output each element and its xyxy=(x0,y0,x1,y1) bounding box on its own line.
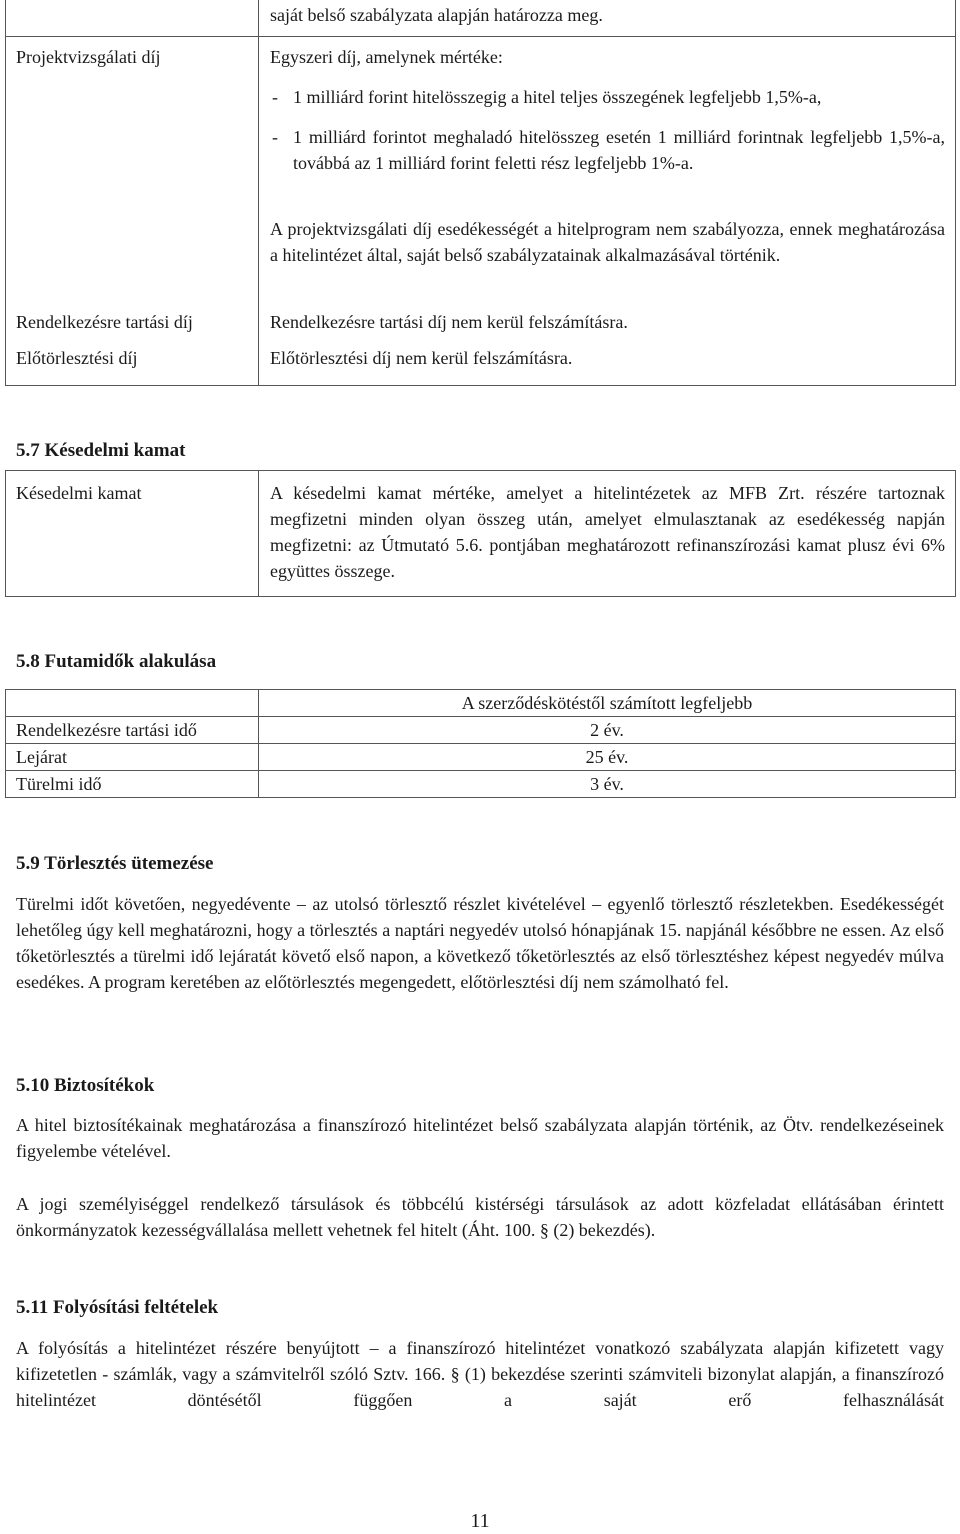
table-border xyxy=(955,689,956,798)
paragraph: A jogi személyiséggel rendelkező társulások és többcélú kistérségi társulások az adott közfeladat ellátásában érintett önkormányzatok kezességvállalása mellett vehetnek fel hitelt (Áht. 100. § (2) bekezdés). xyxy=(16,1194,944,1240)
table-border xyxy=(5,385,956,386)
row-label: Előtörlesztési díj xyxy=(16,348,138,368)
paragraph: A hitel biztosítékainak meghatározása a finanszírozó hitelintézet belső szabályzata alapján történik, az Ötv. rendelkezéseinek figyelembe vételével. xyxy=(16,1115,944,1161)
row-text: Rendelkezésre tartási díj nem kerül felszámításra. xyxy=(270,312,628,332)
table-border xyxy=(5,689,6,798)
fee-note: A projektvizsgálati díj esedékességét a hitelprogram nem szabályozza, ennek meghatározása a hitelintézet által, saját belső szabályzatainak alkalmazásával történik. xyxy=(270,219,945,265)
section-heading: 5.10 Biztosítékok xyxy=(16,1075,155,1096)
table-border xyxy=(5,0,6,386)
bullet-item: 1 milliárd forint hitelösszegig a hitel teljes összegének legfeljebb 1,5%-a, xyxy=(293,87,822,107)
table-border xyxy=(258,470,259,597)
column-header: A szerződéskötéstől számított legfeljebb xyxy=(461,693,753,713)
row-text: A késedelmi kamat mértéke, amelyet a hitelintézetek az MFB Zrt. részére tartoznak megfizetni minden olyan összeg után, amelyet elmulasztanak az esedékesség napján megfizetni: az Útmutató 5.6. pontjában meghatározott refinanszírozási kamat plusz évi 6% együttes összege. xyxy=(270,483,945,581)
bullet-item: 1 milliárd forintot meghaladó hitelösszeg esetén 1 milliárd forintnak legfeljebb 1,5%-a, továbbá az 1 milliárd forint feletti rész legfeljebb 1%-a. xyxy=(293,127,945,173)
table-border xyxy=(258,0,259,386)
table-border xyxy=(5,596,956,597)
row-label: Lejárat xyxy=(16,747,67,767)
row-label: Rendelkezésre tartási díj xyxy=(16,312,193,332)
fee-intro: Egyszeri díj, amelynek mértéke: xyxy=(270,47,503,67)
row-value: 2 év. xyxy=(590,720,624,740)
row-label: Türelmi idő xyxy=(16,774,102,794)
section-heading: 5.7 Késedelmi kamat xyxy=(16,440,186,461)
paragraph: Türelmi időt követően, negyedévente – az utolsó törlesztő részlet kivételével – egyenlő törlesztő részletekben. Esedékességét lehetőleg úgy kell meghatározni, hogy a törlesztés a naptári negyedév utolsó hónapjának 15. napjánál későbbre ne essen. Az első tőketörlesztés a türelmi idő lejáratát követő első napon, a következő tőketörlesztés az első törlesztéshez képest negyedév múlva esedékes. A program keretében az előtörlesztés megengedett, előtörlesztési díj nem számolható fel. xyxy=(16,894,944,992)
row-value: 25 év. xyxy=(585,747,629,767)
page-number: 11 xyxy=(470,1510,490,1532)
section-heading: 5.9 Törlesztés ütemezése xyxy=(16,853,214,874)
row-label: Rendelkezésre tartási idő xyxy=(16,720,197,740)
section-heading: 5.11 Folyósítási feltételek xyxy=(16,1297,219,1318)
row-value: 3 év. xyxy=(590,774,624,794)
section-heading: 5.8 Futamidők alakulása xyxy=(16,651,217,672)
paragraph: A folyósítás a hitelintézet részére benyújtott – a finanszírozó hitelintézet vonatkozó szabályzata alapján kifizetett vagy kifizetetlen - számlák, vagy a számvitelről szóló Sztv. 166. § (1) bekezdése szerinti számviteli bizonylat alapján, a finanszírozó hitelintézet döntésétől függően a saját erő felhasználását xyxy=(16,1338,944,1410)
row-label: Késedelmi kamat xyxy=(16,483,142,503)
table-border xyxy=(5,36,956,37)
continued-text: saját belső szabályzata alapján határozza meg. xyxy=(270,5,603,25)
row-text: Előtörlesztési díj nem kerül felszámításra. xyxy=(270,348,573,368)
bullet-dash: - xyxy=(272,127,278,147)
bullet-dash: - xyxy=(272,87,278,107)
row-label: Projektvizsgálati díj xyxy=(16,47,161,67)
table-border xyxy=(5,470,956,471)
table-border xyxy=(5,797,956,798)
table-border xyxy=(5,470,6,597)
table-border xyxy=(955,470,956,597)
table-border xyxy=(955,0,956,386)
